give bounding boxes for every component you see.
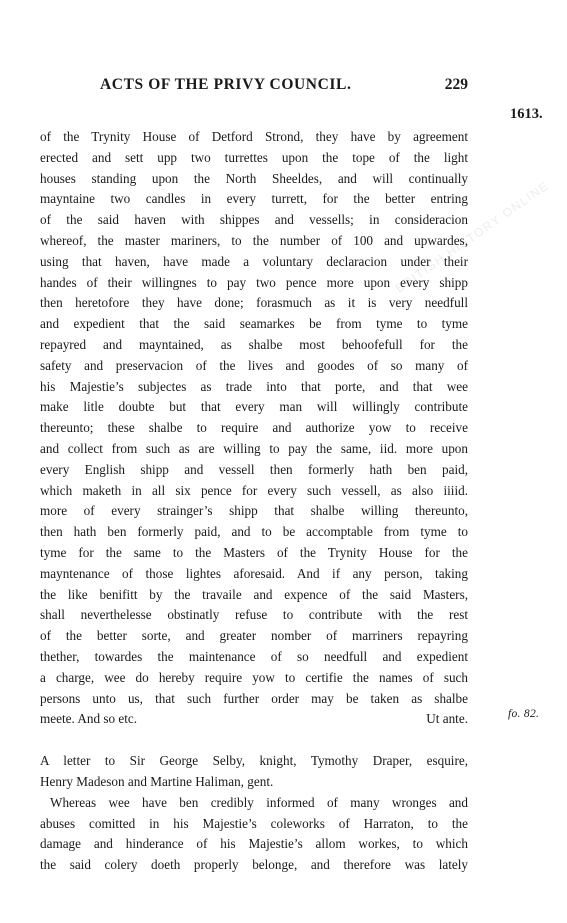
margin-folio-reference: fo. 82.: [508, 708, 540, 720]
text-line: safety and preservacion of the lives and goodes of so many of: [40, 357, 468, 373]
text-line: erected and sett upp two turrettes upon the tope of the light: [40, 149, 468, 165]
paragraph-letter-body: [40, 793, 468, 876]
text-line: the like benifitt by the travaile and expence of the said Masters,: [40, 586, 468, 602]
text-line: the said colery doeth properly belonge, and therefore was lately: [40, 857, 468, 873]
body-text: [40, 127, 468, 876]
text-line: A letter to Sir George Selby, knight, Tymothy Draper, esquire,: [40, 753, 468, 769]
text-line: thereunto; these shalbe to require and authorize yow to receive: [40, 420, 468, 436]
closing-right: Ut ante.: [426, 711, 468, 727]
margin-year: 1613.: [510, 106, 543, 122]
watermark: BRITISH HISTORY ONLINE: [392, 178, 552, 296]
text-line: whereof, the master mariners, to the number of 100 and upwardes,: [40, 232, 468, 248]
text-line: his Majestie’s subjectes as trade into that porte, and that wee: [40, 378, 468, 394]
text-line: shall neverthelesse obstinatly refuse to contribute with the rest: [40, 607, 468, 623]
text-line: make litle doubte but that every man will willingly contribute: [40, 399, 468, 415]
text-line: tyme for the same to the Masters of the Trynity House for the: [40, 544, 468, 560]
running-title: ACTS OF THE PRIVY COUNCIL.: [100, 76, 352, 93]
text-line: thether, towardes the maintenance of so needfull and expedient: [40, 648, 468, 664]
paragraph-gap: [40, 730, 468, 751]
text-line: persons unto us, that such further order may be taken as shalbe: [40, 690, 468, 706]
text-line: handes of their willingnes to pay two pence more upon every shipp: [40, 274, 468, 290]
text-line: of the Trynity House of Detford Strond, they have by agreement: [40, 129, 468, 144]
text-line: repayred and mayntained, as shalbe most behoofefull for the: [40, 336, 468, 352]
closing-line: [40, 709, 468, 730]
text-line: more of every strainger’s shipp that shalbe willing thereunto,: [40, 503, 468, 519]
paragraph-continued: [40, 127, 468, 709]
text-line: of the better sorte, and greater nomber of marriners repayring: [40, 628, 468, 644]
text-line: mayntenance of those lightes aforesaid. And if any person, taking: [40, 565, 468, 581]
letter-heading: [40, 751, 468, 793]
text-line: which maketh in all six pence for every such vessell, as also iiiid.: [40, 482, 468, 498]
text-line: a charge, wee do hereby require yow to certifie the names of such: [40, 669, 468, 685]
text-line: then hath ben formerly paid, and to be accomptable from tyme to: [40, 524, 468, 540]
text-line: mayntaine two candles in every turrett, for the better entring: [40, 191, 468, 207]
page-number: 229: [444, 76, 468, 93]
text-line: and expedient that the said seamarkes be from tyme to tyme: [40, 316, 468, 332]
text-line: of the said haven with shippes and vessells; in consideracion: [40, 212, 468, 228]
running-head: [40, 76, 468, 98]
text-line: Henry Madeson and Martine Haliman, gent.: [40, 773, 274, 789]
text-line: using that haven, have made a voluntary declaracion under their: [40, 253, 468, 269]
text-line: then heretofore they have done; forasmuch as it is very needfull: [40, 295, 468, 311]
text-line: Whereas wee have ben credibly informed of many wronges and: [50, 794, 468, 810]
text-line: houses standing upon the North Sheeldes, and will continually: [40, 170, 468, 186]
closing-left: meete. And so etc.: [40, 711, 138, 727]
text-line: and collect from such as are willing to pay the same, iid. more upon: [40, 440, 468, 456]
text-line: abuses comitted in his Majestie’s coleworks of Harraton, to the: [40, 815, 468, 831]
text-line: damage and hinderance of his Majestie’s allom workes, to which: [40, 836, 468, 852]
text-line: every English shipp and vessell then formerly hath ben paid,: [40, 461, 468, 477]
